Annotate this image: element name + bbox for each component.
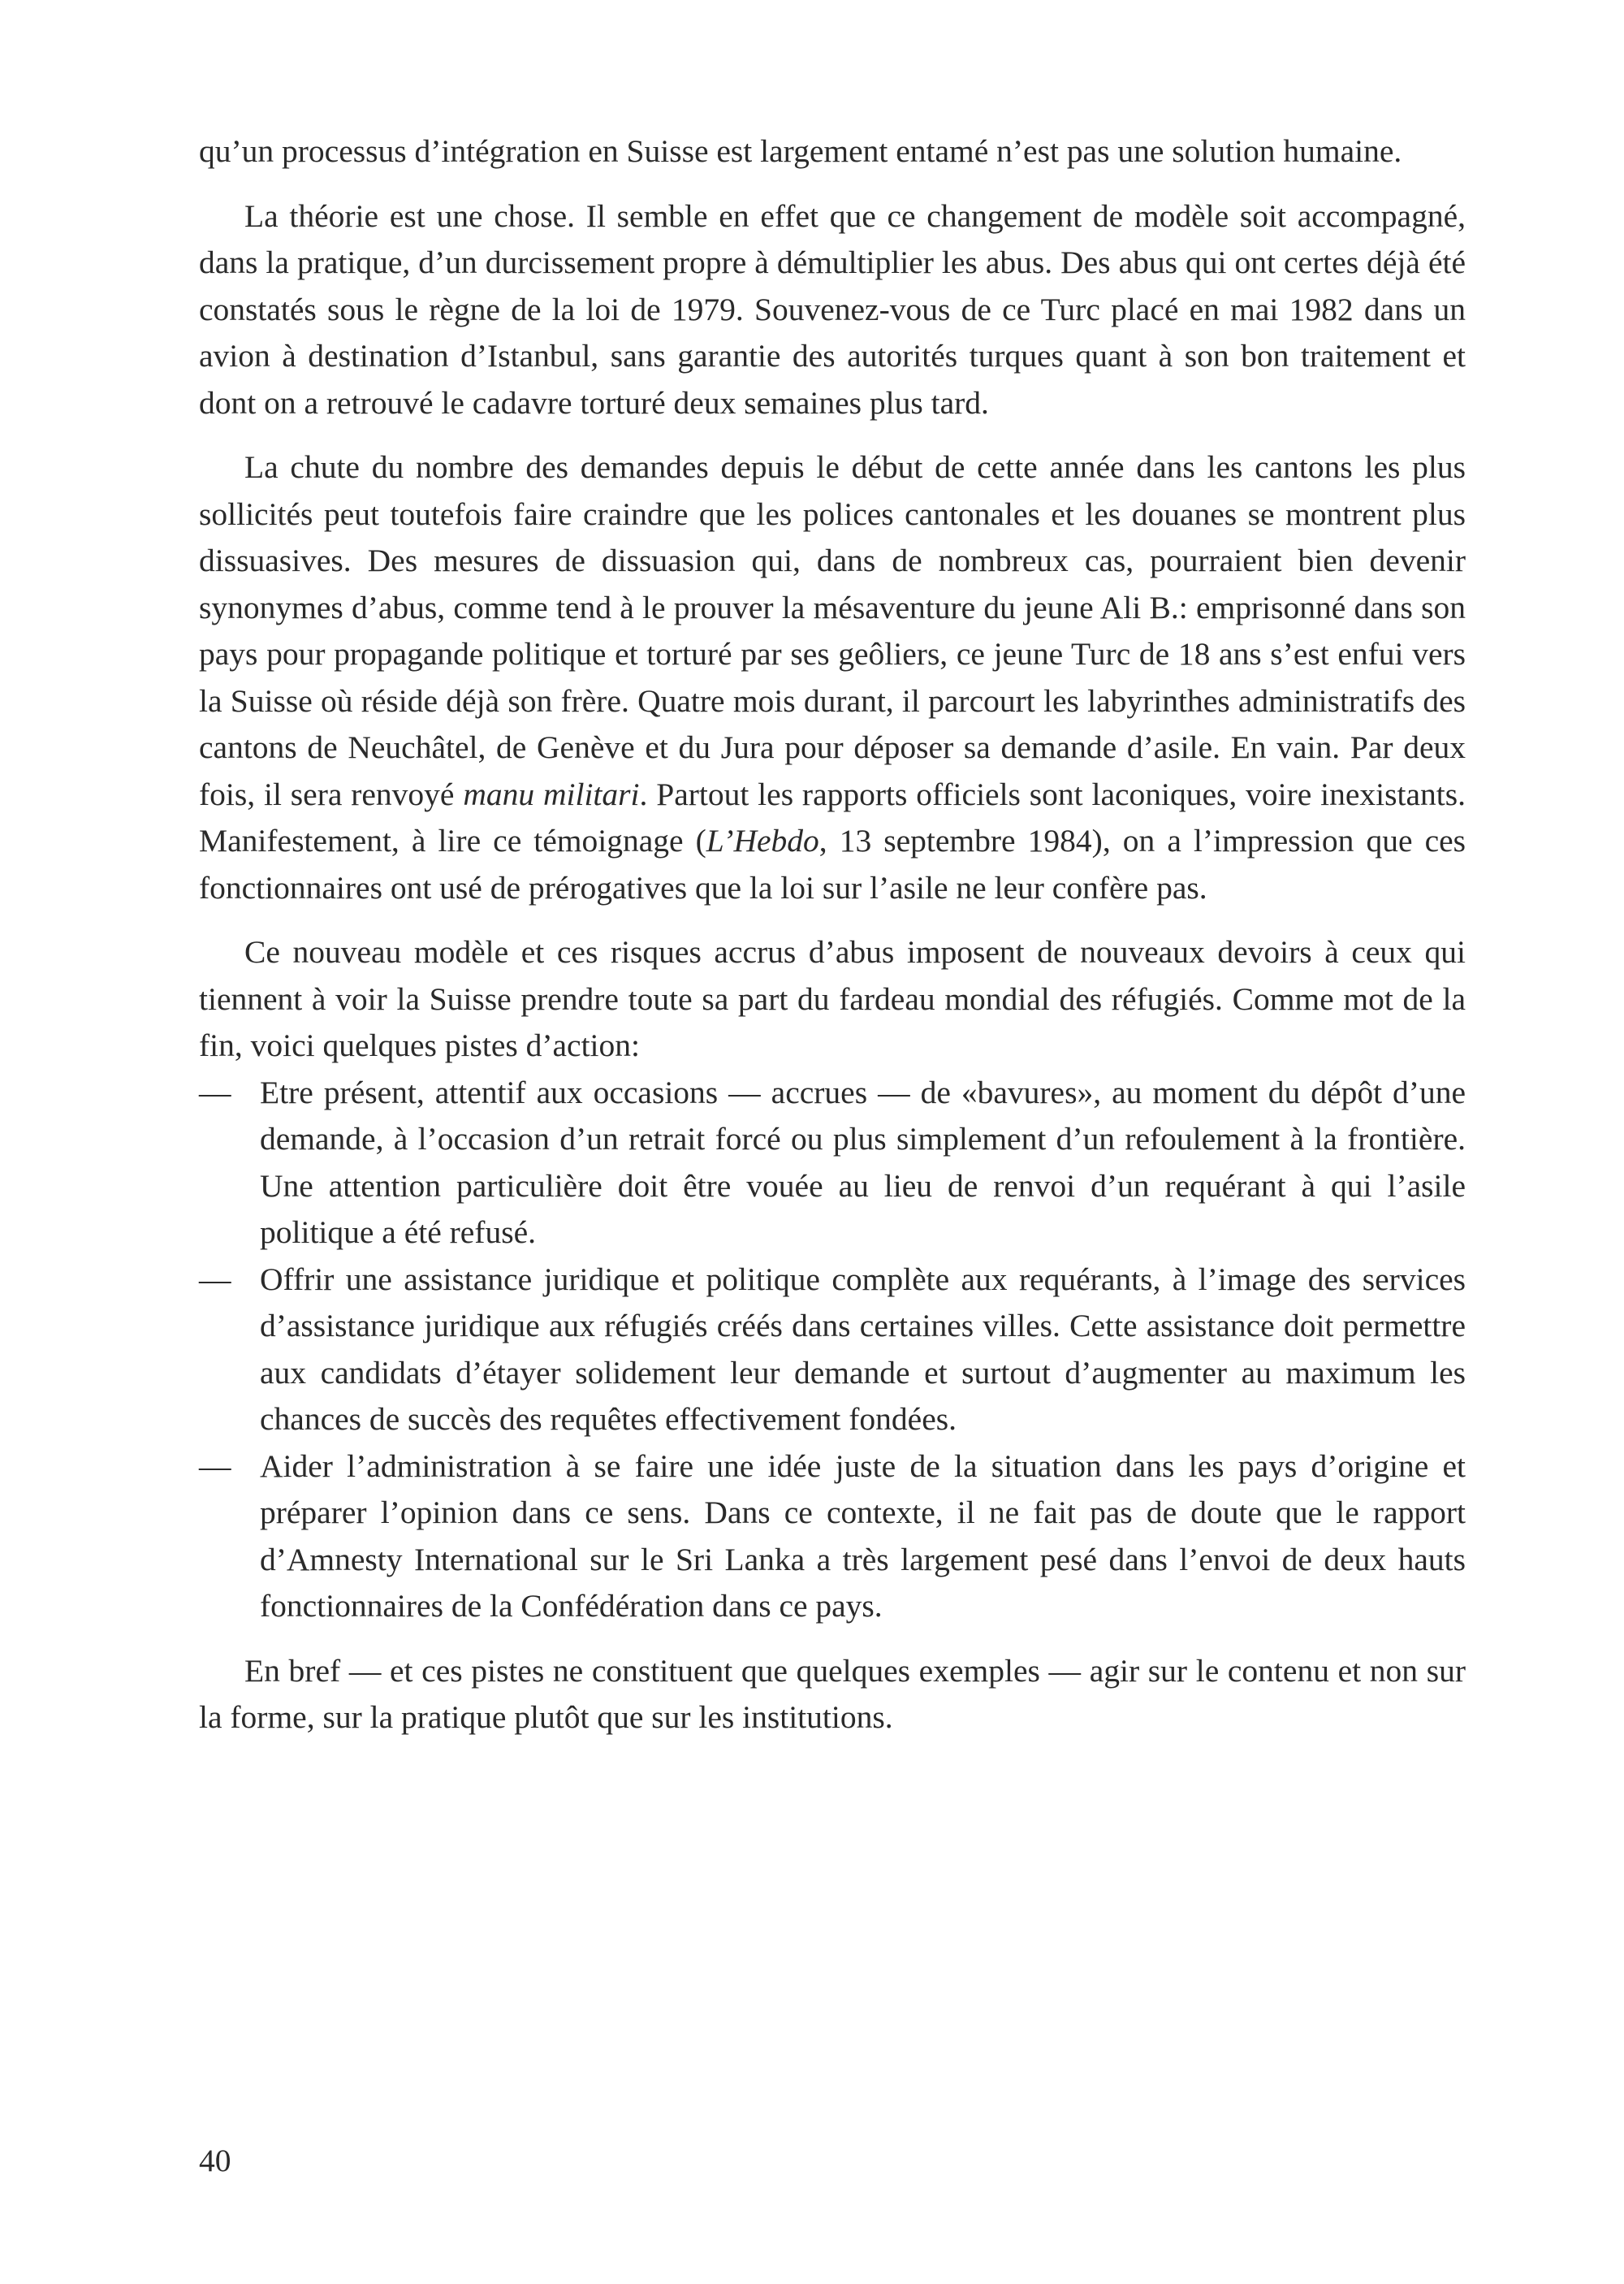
page-number: 40: [199, 2143, 231, 2178]
paragraph-new-duties: Ce nouveau modèle et ces risques accrus d’abus imposent de nouveaux devoirs à ceux qui tiennent à voir la Suisse prendre toute sa part du fardeau mondial des réfugiés. Comme mot de la fin, voici quelques pistes d’action:: [199, 934, 1466, 1063]
list-item: [199, 1257, 1466, 1443]
paragraph-theory: La théorie est une chose. Il semble en effet que ce changement de modèle soit accompagné, dans la pratique, d’un durcissement propre à démultiplier les abus. Des abus qui ont certes déjà été constatés sous le règne de la loi de 1979. Souvenez-vous de ce Turc placé en mai 1982 dans un avion à destination d’Istanbul, sans garantie des autorités turques quant à son bon traitement et dont on a retrouvé le cadavre torturé deux semaines plus tard.: [199, 197, 1466, 421]
list-item: [199, 1443, 1466, 1630]
paragraph-conclusion: En bref — et ces pistes ne constituent que quelques exemples — agir sur le contenu et non sur la forme, sur la pratique plutôt que sur les institutions.: [199, 1652, 1466, 1735]
dash-bullet: —: [199, 1261, 231, 1297]
paragraph-ali-case-part-a: La chute du nombre des demandes depuis le début de cette année dans les cantons les plus sollicités peut toutefois faire craindre que les polices cantonales et les douanes se montrent plus dissuasives. Des mesures de dissuasion qui, dans de nombreux cas, pourraient bien devenir synonymes d’abus, comme tend à le prouver la mésaventure du jeune Ali B.: emprisonné dans son pays pour propagande politique et torturé par ses geôliers, ce jeune Turc de 18 ans s’est enfui vers la Suisse où réside déjà son frère. Quatre mois durant, il parcourt les labyrinthes administratifs des cantons de Neuchâtel, de Genève et du Jura pour déposer sa demande d’asile. En vain. Par deux fois, il sera renvoyé: [199, 449, 1466, 812]
dash-bullet: —: [199, 1074, 231, 1110]
page-body: [199, 128, 1466, 1741]
paragraph-ali-case: [199, 444, 1466, 911]
list-item: [199, 1070, 1466, 1257]
dash-bullet: —: [199, 1447, 231, 1484]
italic-lhebdo: L’Hebdo: [706, 823, 819, 859]
list-item-text: Aider l’administration à se faire une idée juste de la situation dans les pays d’origine et préparer l’opinion dans ce sens. Dans ce contexte, il ne fait pas de doute que le rapport d’Amnesty International sur le Sri Lanka a très largement pesé dans l’envoi de deux hauts fonctionnaires de la Confédération dans ce pays.: [260, 1447, 1466, 1624]
italic-manu-militari: manu militari: [463, 776, 640, 812]
list-item-text: Etre présent, attentif aux occasions — accrues — de «bavures», au moment du dépôt d’une demande, à l’occasion d’un retrait forcé ou plus simplement d’un refoulement à la frontière. Une attention particulière doit être vouée au lieu de renvoi d’un requérant à qui l’asile politique a été refusé.: [260, 1074, 1466, 1250]
paragraph-ali-case-part-b: . Partout les rapports officiels sont laconiques, voire inexistants. Manifestement, à lire ce témoignage (: [199, 776, 1466, 859]
paragraph-ali-case-part-c: , 13 septembre 1984), on a l’impression que ces fonctionnaires ont usé de prérogatives que la loi sur l’asile ne leur confère pas.: [199, 823, 1466, 906]
paragraph-continuation: qu’un processus d’intégration en Suisse est largement entamé n’est pas une solution humaine.: [199, 133, 1402, 169]
list-item-text: Offrir une assistance juridique et politique complète aux requérants, à l’image des services d’assistance juridique aux réfugiés créés dans certaines villes. Cette assistance doit permettre aux candidats d’étayer solidement leur demande et surtout d’augmenter au maximum les chances de succès des requêtes effectivement fondées.: [260, 1261, 1466, 1437]
action-list: [199, 1070, 1466, 1630]
